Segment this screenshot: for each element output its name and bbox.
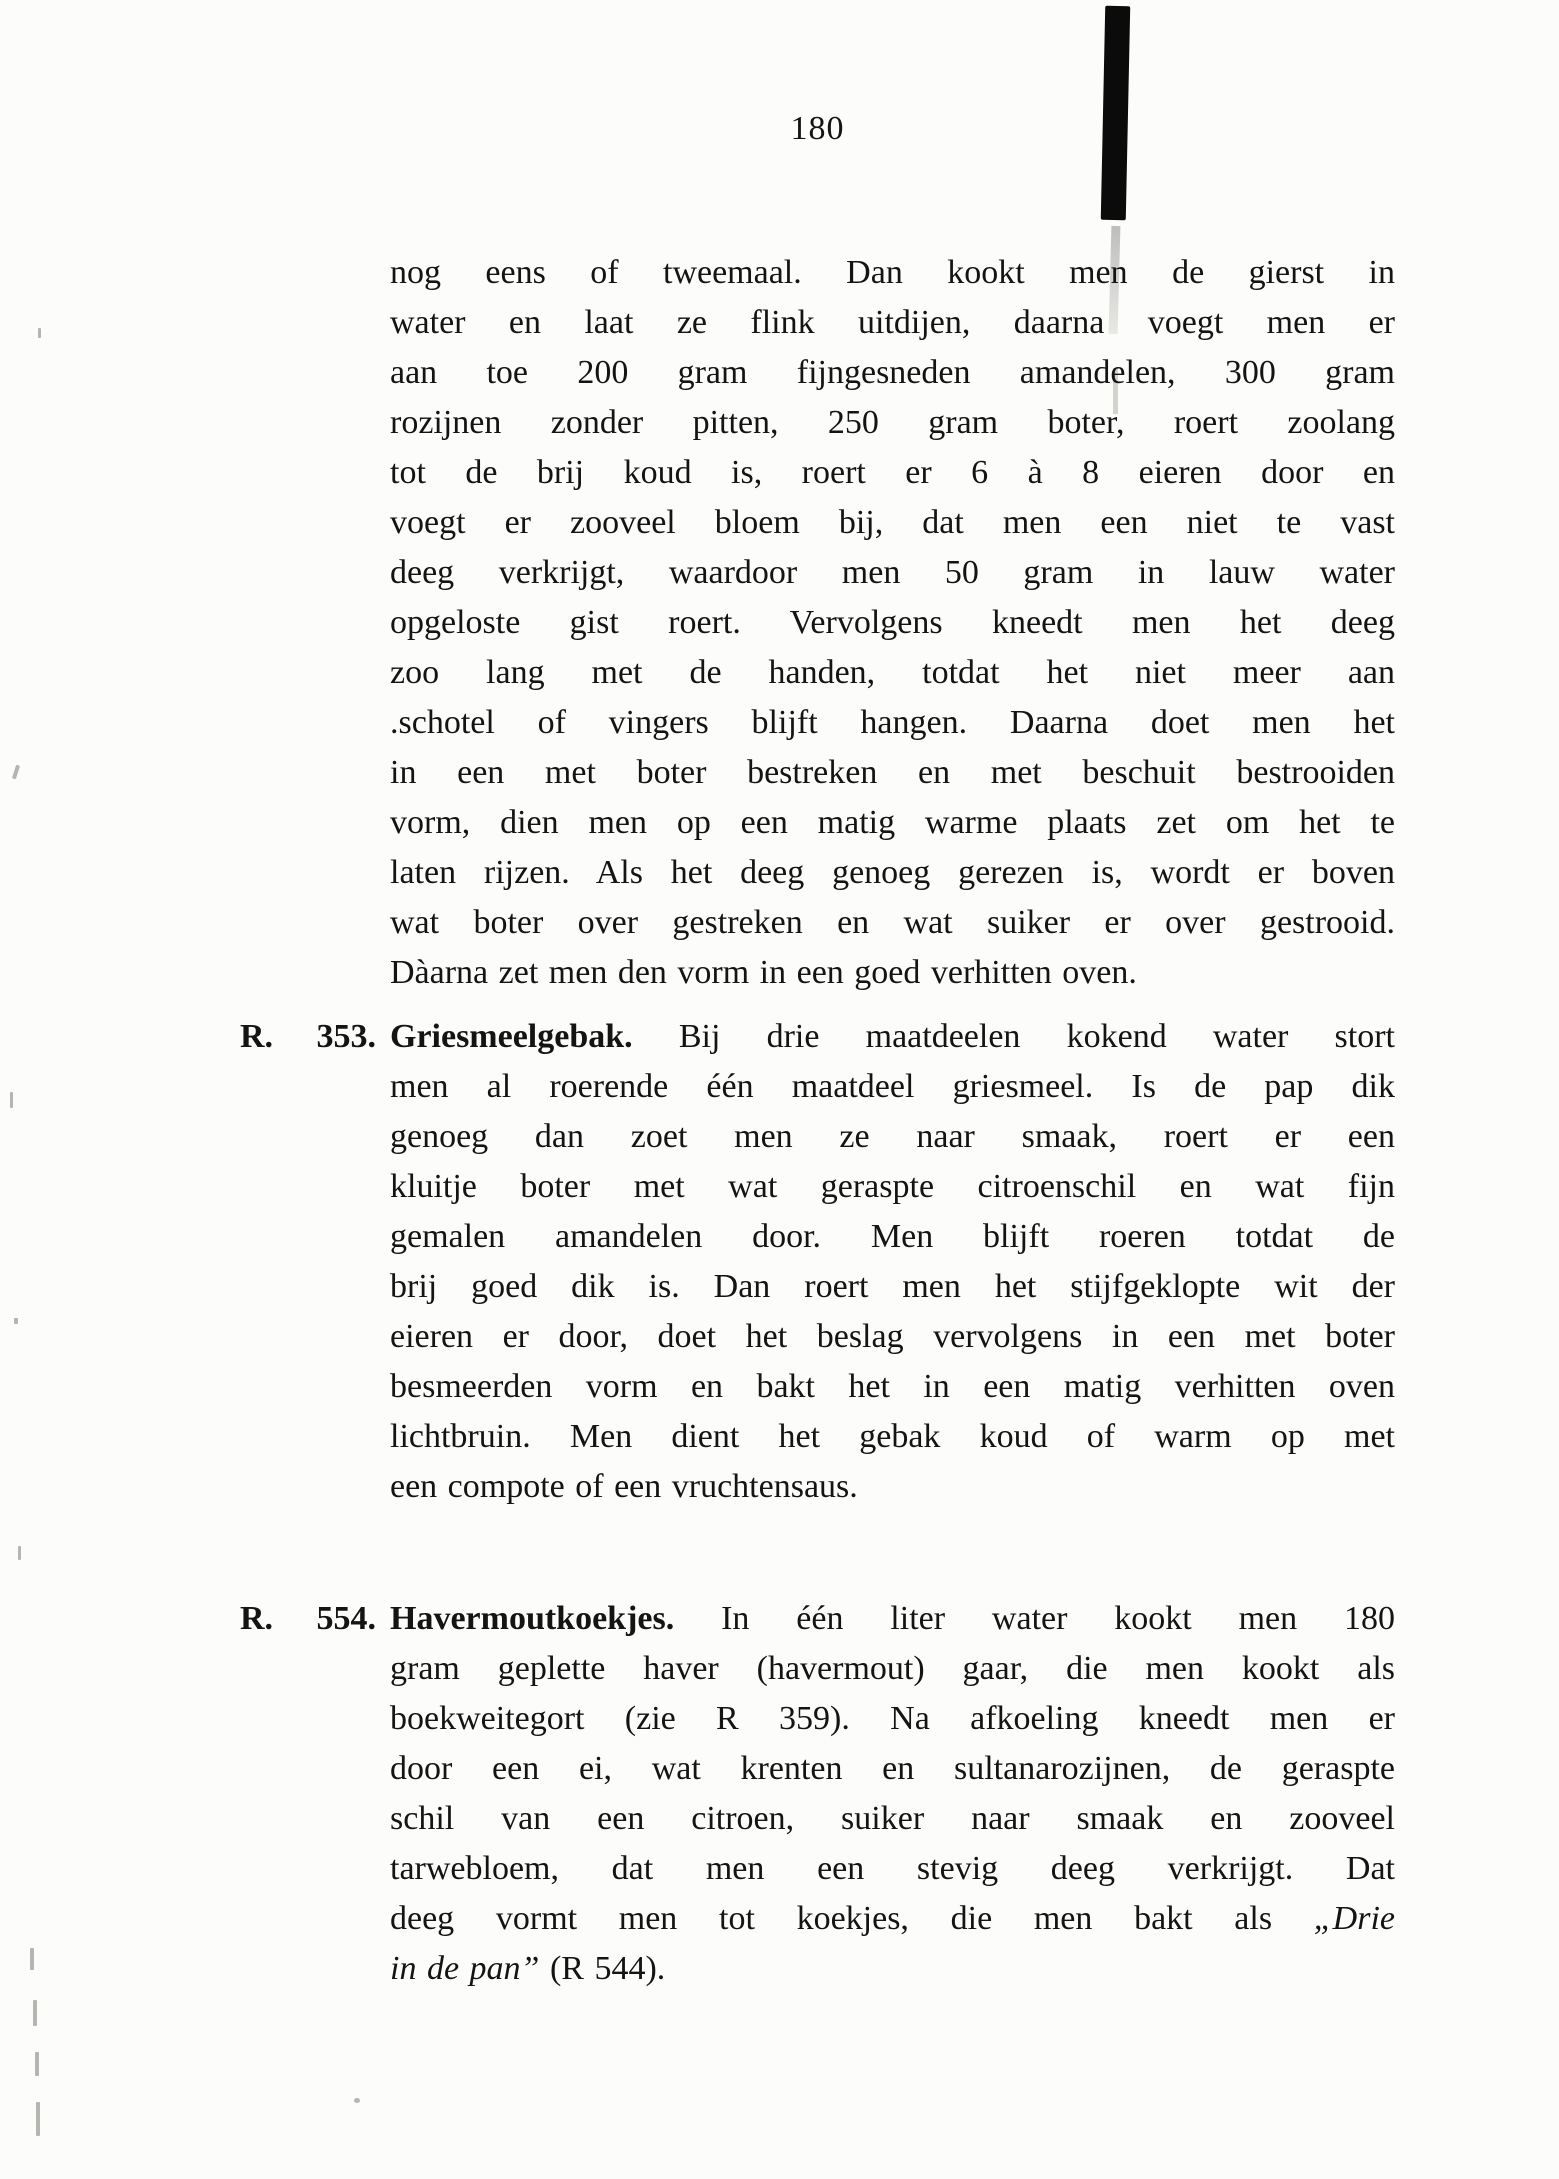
text-run: besmeerden vorm en bakt het in een matig verhitten oven xyxy=(390,1368,1395,1405)
scan-speck xyxy=(12,765,20,780)
scan-speck xyxy=(38,328,41,338)
text-line xyxy=(390,398,1395,448)
text-line xyxy=(390,948,1395,998)
scan-speck xyxy=(18,1546,21,1560)
text-run: zoo lang met de handen, totdat het niet meer aan xyxy=(390,654,1395,691)
text-run: in een met boter bestreken en met beschuit bestrooiden xyxy=(390,754,1395,791)
recipe-number-label: R. 353. xyxy=(240,1018,376,1055)
text-run: genoeg dan zoet men ze naar smaak, roert er een xyxy=(390,1118,1395,1155)
text-run: schil van een citroen, suiker naar smaak en zooveel xyxy=(390,1800,1395,1837)
text-line xyxy=(390,598,1395,648)
text-run: tot de brij koud is, roert er 6 à 8 eieren door en xyxy=(390,454,1395,491)
text-line xyxy=(390,1312,1395,1362)
recipe-paragraph xyxy=(240,1594,1395,1994)
scan-speck xyxy=(354,2098,360,2103)
recipe-title: Havermoutkoekjes. xyxy=(390,1600,722,1637)
scan-speck xyxy=(36,2102,40,2136)
text-line xyxy=(390,1644,1395,1694)
text-run: tarwebloem, dat men een stevig deeg verkrijgt. Dat xyxy=(390,1850,1395,1887)
text-run: deeg verkrijgt, waardoor men 50 gram in lauw water xyxy=(390,554,1395,591)
text-line xyxy=(390,1894,1395,1944)
text-line xyxy=(390,1694,1395,1744)
text-run: eieren er door, doet het beslag vervolgens in een met boter xyxy=(390,1318,1395,1355)
text-run: .schotel of vingers blijft hangen. Daarna doet men het xyxy=(390,704,1395,741)
text-run: (R 544). xyxy=(539,1950,666,1987)
text-run: gram geplette haver (havermout) gaar, die men kookt als xyxy=(390,1650,1395,1687)
text-line xyxy=(390,698,1395,748)
recipe-paragraph xyxy=(240,1012,1395,1512)
scan-speck xyxy=(30,1948,34,1970)
body-paragraph xyxy=(240,248,1395,998)
text-line xyxy=(390,1112,1395,1162)
text-line xyxy=(390,1212,1395,1262)
text-run: In één liter water kookt men 180 xyxy=(721,1600,1395,1637)
text-line xyxy=(390,448,1395,498)
text-run: lichtbruin. Men dient het gebak koud of warm op met xyxy=(390,1418,1395,1455)
text-line xyxy=(390,648,1395,698)
text-line xyxy=(390,348,1395,398)
text-line xyxy=(390,1844,1395,1894)
text-line xyxy=(390,1794,1395,1844)
text-line xyxy=(390,848,1395,898)
text-run: door een ei, wat krenten en sultanarozijnen, de geraspte xyxy=(390,1750,1395,1787)
text-run: een compote of een vruchtensaus. xyxy=(390,1468,858,1505)
text-run: Bij drie maatdeelen kokend water stort xyxy=(678,1018,1395,1055)
text-run: voegt er zooveel bloem bij, dat men een niet te vast xyxy=(390,504,1395,541)
text-run: nog eens of tweemaal. Dan kookt men de gierst in xyxy=(390,254,1395,291)
scan-speck xyxy=(14,1318,18,1324)
text-line xyxy=(390,1262,1395,1312)
text-line xyxy=(390,898,1395,948)
italic-text-run: „Drie xyxy=(1313,1900,1395,1937)
text-run: laten rijzen. Als het deeg genoeg gerezen is, wordt er boven xyxy=(390,854,1395,891)
text-line xyxy=(390,1412,1395,1462)
text-run: kluitje boter met wat geraspte citroenschil en wat fijn xyxy=(390,1168,1395,1205)
text-run: aan toe 200 gram fijngesneden amandelen, 300 gram xyxy=(390,354,1395,391)
text-run: rozijnen zonder pitten, 250 gram boter, roert zoolang xyxy=(390,404,1395,441)
recipe-number-label: R. 554. xyxy=(240,1600,376,1637)
recipe-title: Griesmeelgebak. xyxy=(390,1018,679,1055)
text-line xyxy=(390,1162,1395,1212)
text-run: boekweitegort (zie R 359). Na afkoeling kneedt men er xyxy=(390,1700,1395,1737)
text-run: opgeloste gist roert. Vervolgens kneedt men het deeg xyxy=(390,604,1395,641)
text-run: gemalen amandelen door. Men blijft roeren totdat de xyxy=(390,1218,1395,1255)
text-line xyxy=(390,498,1395,548)
text-run: vorm, dien men op een matig warme plaats zet om het te xyxy=(390,804,1395,841)
text-run: Dàarna zet men den vorm in een goed verhitten oven. xyxy=(390,954,1137,991)
text-block xyxy=(240,248,1395,1994)
text-line xyxy=(390,298,1395,348)
text-line xyxy=(390,798,1395,848)
italic-text-run: in de pan” xyxy=(390,1950,540,1987)
scan-speck xyxy=(33,2000,37,2026)
page-number: 180 xyxy=(790,110,845,147)
text-line xyxy=(390,548,1395,598)
text-line xyxy=(390,1062,1395,1112)
scan-speck xyxy=(10,1092,13,1108)
text-line xyxy=(390,1744,1395,1794)
scan-speck xyxy=(35,2052,39,2076)
text-run: water en laat ze flink uitdijen, daarna voegt men er xyxy=(390,304,1395,341)
text-run: deeg vormt men tot koekjes, die men bakt als xyxy=(390,1900,1314,1937)
text-run: men al roerende één maatdeel griesmeel. Is de pap dik xyxy=(390,1068,1395,1105)
text-line xyxy=(390,1362,1395,1412)
text-line xyxy=(390,748,1395,798)
text-line xyxy=(390,1462,1395,1512)
text-line xyxy=(240,1594,1395,1644)
text-run: brij goed dik is. Dan roert men het stijfgeklopte wit der xyxy=(390,1268,1395,1305)
text-run: wat boter over gestreken en wat suiker er over gestrooid. xyxy=(390,904,1395,941)
text-line xyxy=(390,1944,1395,1994)
text-line xyxy=(390,248,1395,298)
text-line xyxy=(240,1012,1395,1062)
